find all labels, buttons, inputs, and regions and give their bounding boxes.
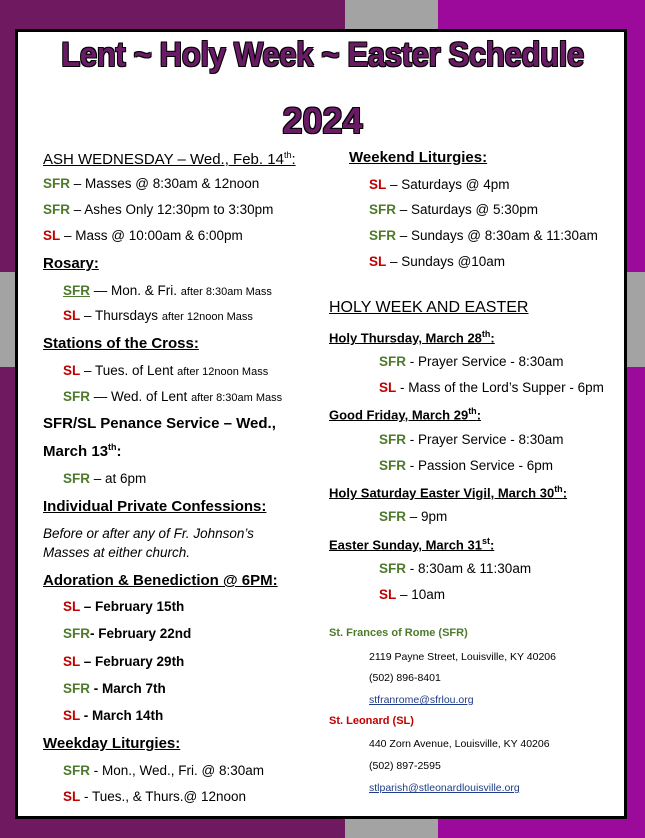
list-item: SL - Mass of the Lord’s Supper - 6pm <box>379 380 604 395</box>
page-title: Lent ~ Holy Week ~ Easter Schedule <box>61 36 584 74</box>
penance-heading-line2: March 13th: <box>43 442 122 460</box>
list-item: SFR — Mon. & Fri. after 8:30am Mass <box>63 283 272 298</box>
easter-sunday-heading: Easter Sunday, March 31st: <box>329 536 495 553</box>
list-item: SL - March 14th <box>63 708 164 723</box>
rosary-heading: Rosary: <box>43 255 99 272</box>
list-item: SFR - Mon., Wed., Fri. @ 8:30am <box>63 763 265 778</box>
list-item: SL – February 29th <box>63 654 185 669</box>
list-item: SL – February 15th <box>63 599 185 614</box>
weekend-heading: Weekend Liturgies: <box>349 149 488 166</box>
adoration-heading: Adoration & Benediction @ 6PM: <box>43 572 278 589</box>
list-item: SL – 10am <box>379 587 446 602</box>
sfr-address: 2119 Payne Street, Louisville, KY 40206 <box>369 651 556 663</box>
list-item: SFR – at 6pm <box>63 471 147 486</box>
sl-phone: (502) 897-2595 <box>369 760 441 772</box>
list-item: SFR - Passion Service - 6pm <box>379 458 554 473</box>
list-item: SFR- February 22nd <box>63 626 192 641</box>
list-item: SFR - March 7th <box>63 681 166 696</box>
sfr-phone: (502) 896-8401 <box>369 672 441 684</box>
list-item: SL – Tues. of Lent after 12noon Mass <box>63 363 269 378</box>
list-item: SFR – Ashes Only 12:30pm to 3:30pm <box>43 202 274 217</box>
list-item: SFR - Prayer Service - 8:30am <box>379 354 564 369</box>
stations-heading: Stations of the Cross: <box>43 335 199 352</box>
holy-saturday-heading: Holy Saturday Easter Vigil, March 30th: <box>329 484 568 501</box>
sfr-email-link[interactable]: stfranrome@sfrlou.org <box>369 694 474 706</box>
confessions-heading: Individual Private Confessions: <box>43 498 267 515</box>
penance-heading-line1: SFR/SL Penance Service – Wed., <box>43 415 276 432</box>
weekday-heading: Weekday Liturgies: <box>43 735 181 752</box>
list-item: SFR – Masses @ 8:30am & 12noon <box>43 176 260 191</box>
list-item: SL – Thursdays after 12noon Mass <box>63 308 253 323</box>
list-item: SFR — Wed. of Lent after 8:30am Mass <box>63 389 283 404</box>
holy-thursday-heading: Holy Thursday, March 28th: <box>329 329 495 346</box>
list-item: SFR – Sundays @ 8:30am & 11:30am <box>369 228 598 243</box>
confessions-note-line1: Before or after any of Fr. Johnson’s <box>43 526 254 541</box>
confessions-note-line2: Masses at either church. <box>43 545 191 560</box>
sl-address: 440 Zorn Avenue, Louisville, KY 40206 <box>369 738 550 750</box>
list-item: SL – Mass @ 10:00am & 6:00pm <box>43 228 243 243</box>
list-item: SFR – 9pm <box>379 509 448 524</box>
sl-parish-name: St. Leonard (SL) <box>329 715 414 727</box>
list-item: SL – Sundays @10am <box>369 254 506 269</box>
holy-week-heading: HOLY WEEK AND EASTER <box>329 299 529 316</box>
ash-wednesday-heading: ASH WEDNESDAY – Wed., Feb. 14th: <box>43 150 296 168</box>
good-friday-heading: Good Friday, March 29th: <box>329 406 482 423</box>
bg-gray-right-band <box>625 272 645 367</box>
page-year: 2024 <box>282 100 363 141</box>
list-item: SL - Tues., & Thurs.@ 12noon <box>63 789 247 804</box>
sfr-parish-name: St. Frances of Rome (SFR) <box>329 627 468 639</box>
sl-email-link[interactable]: stlparish@stleonardlouisville.org <box>369 782 520 794</box>
list-item: SFR – Saturdays @ 5:30pm <box>369 202 539 217</box>
list-item: SL – Saturdays @ 4pm <box>369 177 510 192</box>
list-item: SFR - 8:30am & 11:30am <box>379 561 532 576</box>
list-item: SFR - Prayer Service - 8:30am <box>379 432 564 447</box>
